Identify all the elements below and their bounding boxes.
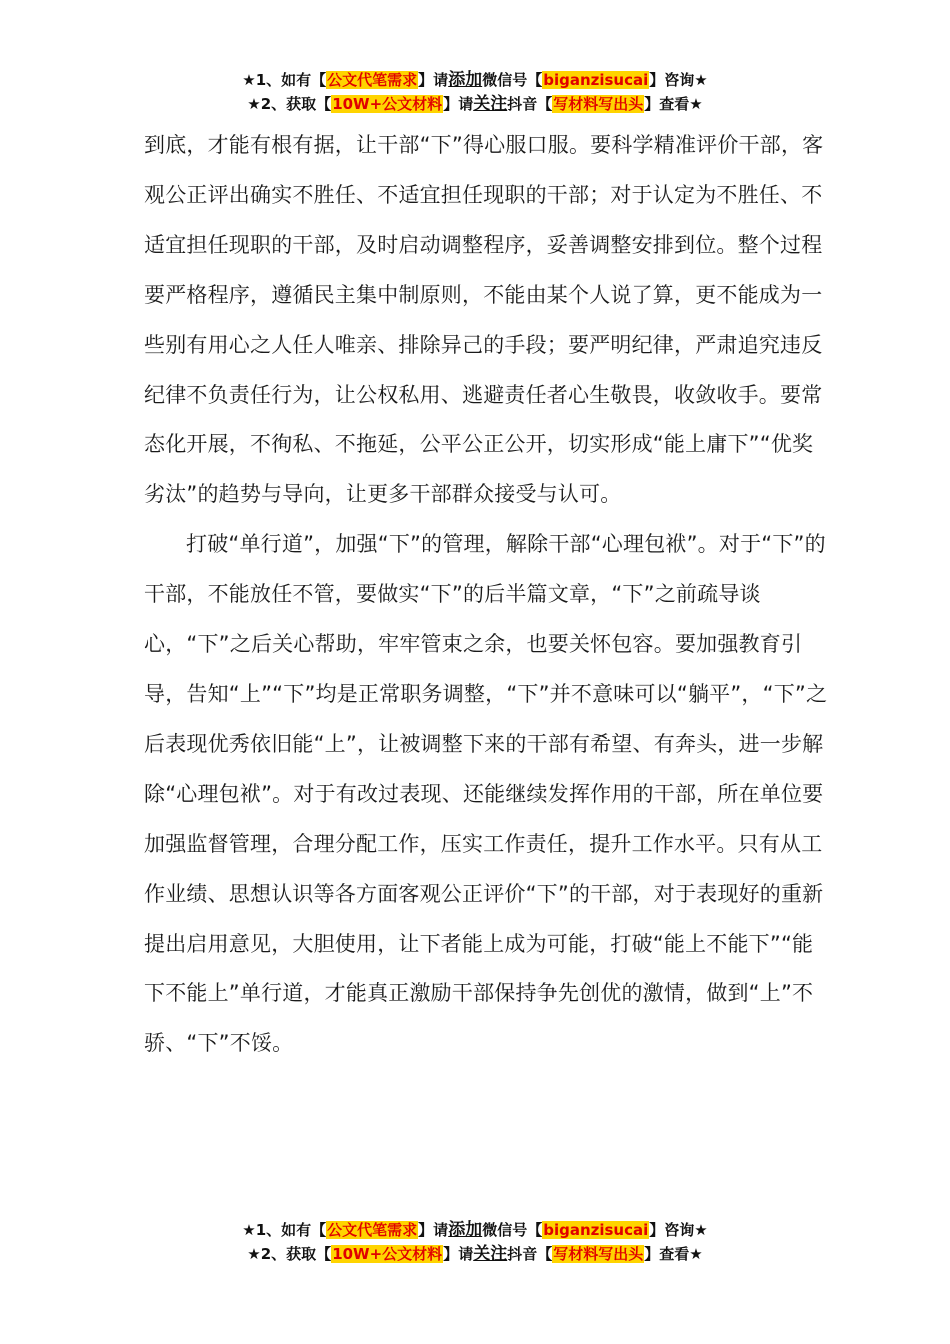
footer-line-2 [0,1242,950,1266]
footer-l2-materials-highlight: 10W+公文材料 [332,1245,443,1263]
footer-l2-text: 】请 [443,1245,474,1263]
header-l2-douyin-id: 写材料写出头 [553,95,644,113]
footer-l1-wechat-id: biganzisucai [543,1221,649,1239]
document-body [144,121,834,1069]
header-l2-suffix: 】查看★ [644,95,703,113]
footer-l1-service-highlight: 公文代笔需求 [327,1221,418,1239]
footer-l2-follow-emphasis: 关注 [473,1244,508,1264]
header-l1-prefix: ★1、如有【 [242,71,327,89]
paragraph-2: 打破“单行道”，加强“下”的管理，解除干部“心理包袱”。对于“下”的干部，不能放任不管，要做实“下”的后半篇文章，“下”之前疏导谈心，“下”之后关心帮助，牢牢管束之余，也要关怀包容。要加强教育引导，告知“上”“下”均是正常职务调整，“下”并不意味可以“躺平”，“下”之后表现优秀依旧能“上”，让被调整下来的干部有希望、有奔头，进一步解除“心理包袱”。对于有改过表现、还能继续发挥作用的干部，所在单位要加强监督管理，合理分配工作，压实工作责任，提升工作水平。只有从工作业绩、思想认识等各方面客观公正评价“下”的干部，对于表现好的重新提出启用意见，大胆使用，让下者能上成为可能，打破“能上不能下”“能下不能上”单行道，才能真正激励干部保持争先创优的激情，做到“上”不骄、“下”不馁。 [144,532,828,1056]
footer-l1-add-emphasis: 添加 [448,1220,483,1240]
footer-l2-douyin-id: 写材料写出头 [553,1245,644,1263]
footer-l1-prefix: ★1、如有【 [242,1221,327,1239]
header-l2-follow-emphasis: 关注 [473,94,508,114]
header-l1-add-emphasis: 添加 [448,70,483,90]
header-l1-text: 】请 [418,71,449,89]
header-l1-suffix: 】咨询★ [649,71,708,89]
header-l1-text2: 微信号【 [482,71,543,89]
header-l2-text: 】请 [443,95,474,113]
header-l2-prefix: ★2、获取【 [247,95,332,113]
header-l1-service-highlight: 公文代笔需求 [327,71,418,89]
footer-l1-text2: 微信号【 [482,1221,543,1239]
footer-l2-suffix: 】查看★ [644,1245,703,1263]
header-line-1 [0,68,950,92]
footer-line-1 [0,1218,950,1242]
header-l2-text2: 抖音【 [507,95,553,113]
header-l2-materials-highlight: 10W+公文材料 [332,95,443,113]
paragraph-1: 到底，才能有根有据，让干部“下”得心服口服。要科学精准评价干部，客观公正评出确实不胜任、不适宜担任现职的干部；对于认定为不胜任、不适宜担任现职的干部，及时启动调整程序，妥善调整安排到位。整个过程要严格程序，遵循民主集中制原则，不能由某个人说了算，更不能成为一些别有用心之人任人唯亲、排除异己的手段；要严明纪律，严肃追究违反纪律不负责任行为，让公权私用、逃避责任者心生敬畏，收敛收手。要常态化开展，不徇私、不拖延，公平公正公开，切实形成“能上庸下”“优奖劣汰”的趋势与导向，让更多干部群众接受与认可。 [144,133,824,507]
footer-l2-text2: 抖音【 [507,1245,553,1263]
header-l1-wechat-id: biganzisucai [543,71,649,89]
footer-l1-suffix: 】咨询★ [649,1221,708,1239]
footer-l2-prefix: ★2、获取【 [247,1245,332,1263]
header-line-2 [0,92,950,116]
header-banner [0,68,950,116]
footer-l1-text: 】请 [418,1221,449,1239]
footer-banner [0,1218,950,1266]
